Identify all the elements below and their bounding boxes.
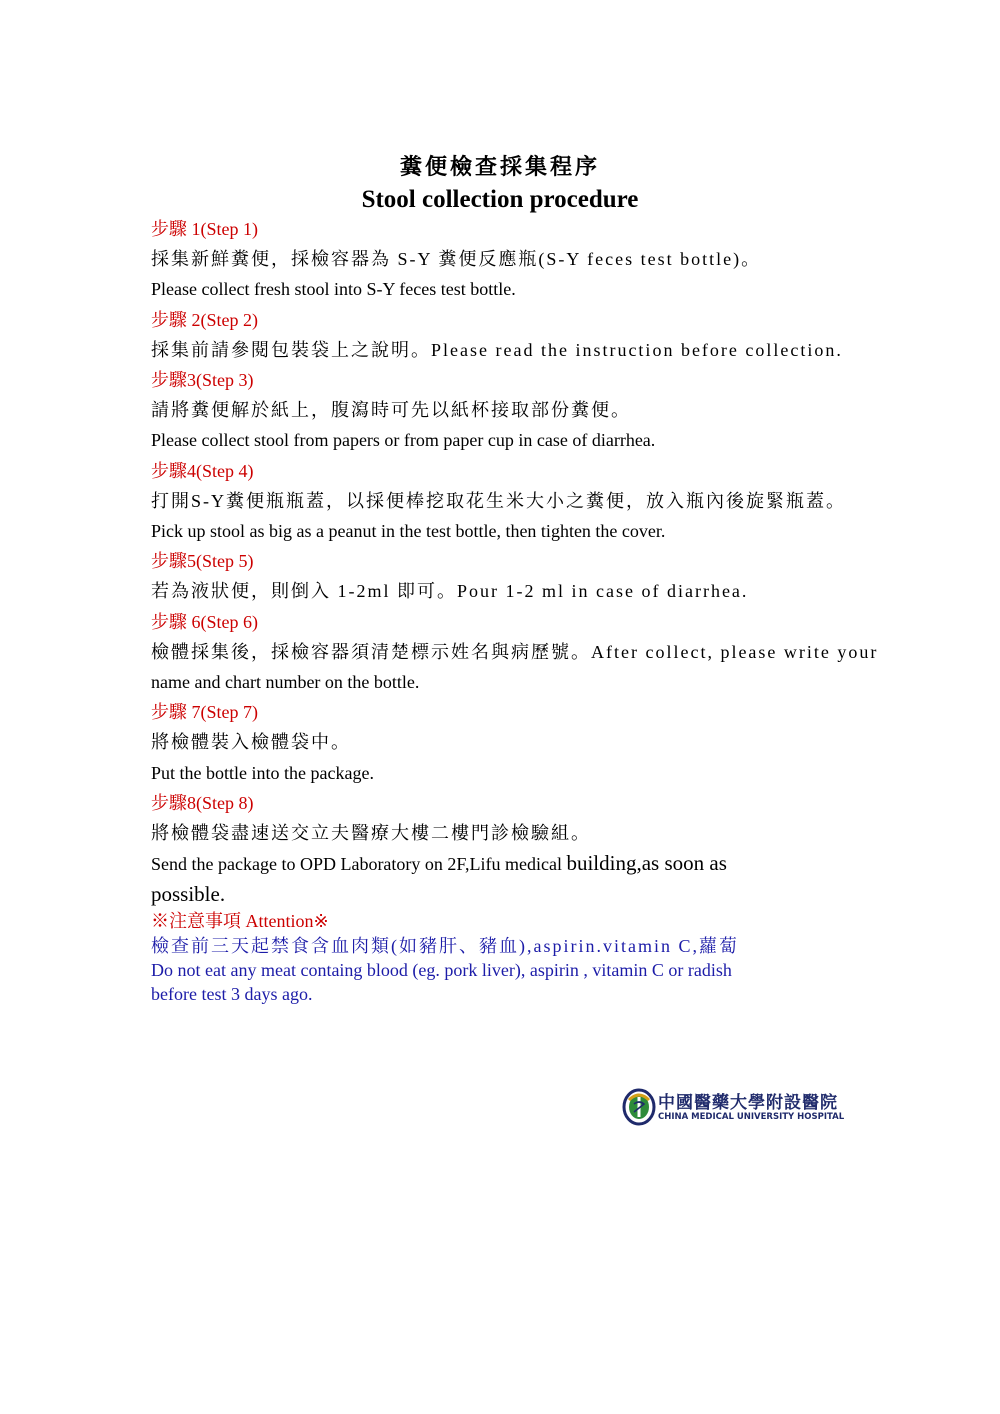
step-2-text: 採集前請參閱包裝袋上之說明。Please read the instruction before collection. bbox=[151, 339, 843, 360]
step-2-heading: 步驟 2(Step 2) bbox=[151, 309, 258, 330]
step-7-chinese-text: 將檢體裝入檢體袋中。 bbox=[151, 732, 351, 753]
attention-english-line-2: before test 3 days ago. bbox=[151, 984, 313, 1004]
step-5-heading: 步驟5(Step 5) bbox=[151, 551, 254, 572]
hospital-logo bbox=[622, 1086, 845, 1130]
step-3-chinese-text: 請將糞便解於紙上，腹瀉時可先以紙杯接取部份糞便。 bbox=[151, 400, 631, 421]
step-4-heading: 步驟4(Step 4) bbox=[151, 460, 254, 481]
attention-heading: ※注意事項 Attention※ bbox=[151, 911, 329, 931]
step-8-heading: 步驟8(Step 8) bbox=[151, 792, 254, 813]
step-8-english-part-1: Send the package to OPD Laboratory on 2F,Lifu medical bbox=[151, 854, 567, 875]
step-4-chinese-text: 打開S-Y糞便瓶瓶蓋，以採便棒挖取花生米大小之糞便，放入瓶內後旋緊瓶蓋。 bbox=[151, 490, 847, 511]
hospital-name-english: CHINA MEDICAL UNIVERSITY HOSPITAL bbox=[658, 1112, 845, 1122]
step-7-english-text: Put the bottle into the package. bbox=[151, 762, 374, 783]
step-1-english-text: Please collect fresh stool into S-Y feces test bottle. bbox=[151, 279, 516, 300]
page-title-chinese: 糞便檢查採集程序 bbox=[399, 154, 600, 179]
step-6-text-line-2: name and chart number on the bottle. bbox=[151, 672, 420, 693]
step-1-chinese-text: 採集新鮮糞便，採檢容器為 S-Y 糞便反應瓶(S-Y feces test bottle)。 bbox=[151, 249, 762, 270]
step-8-english-line-2: possible. bbox=[151, 882, 226, 907]
attention-section bbox=[151, 908, 871, 1006]
procedure-steps bbox=[151, 214, 879, 910]
step-5-text: 若為液狀便，則倒入 1-2ml 即可。Pour 1-2 ml in case of diarrhea. bbox=[151, 581, 749, 602]
step-6-text-line-1: 檢體採集後，採檢容器須清楚標示姓名與病歷號。After collect, please write your bbox=[151, 641, 879, 662]
hospital-name-chinese: 中國醫藥大學附設醫院 bbox=[658, 1093, 838, 1113]
hospital-emblem-icon bbox=[622, 1086, 658, 1126]
step-1-heading: 步驟 1(Step 1) bbox=[151, 219, 258, 239]
page-title-english: Stool collection procedure bbox=[361, 186, 639, 213]
attention-english-line-1: Do not eat any meat containg blood (eg. pork liver), aspirin , vitamin C or radish bbox=[151, 960, 732, 980]
step-7-heading: 步驟 7(Step 7) bbox=[151, 702, 258, 723]
step-8-english-text bbox=[151, 848, 851, 879]
attention-chinese-text: 檢查前三天起禁食含血肉類(如豬肝、豬血),aspirin.vitamin C,蘿蔔 bbox=[151, 936, 739, 956]
step-8-english-part-2: building,as soon as bbox=[566, 851, 727, 876]
step-4-english-text: Pick up stool as big as a peanut in the test bottle, then tighten the cover. bbox=[151, 521, 666, 542]
step-3-heading: 步驟3(Step 3) bbox=[151, 370, 254, 391]
step-8-chinese-text: 將檢體袋盡速送交立夫醫療大樓二樓門診檢驗組。 bbox=[151, 823, 591, 844]
step-3-english-text: Please collect stool from papers or from paper cup in case of diarrhea. bbox=[151, 430, 656, 451]
step-6-heading: 步驟 6(Step 6) bbox=[151, 611, 258, 632]
